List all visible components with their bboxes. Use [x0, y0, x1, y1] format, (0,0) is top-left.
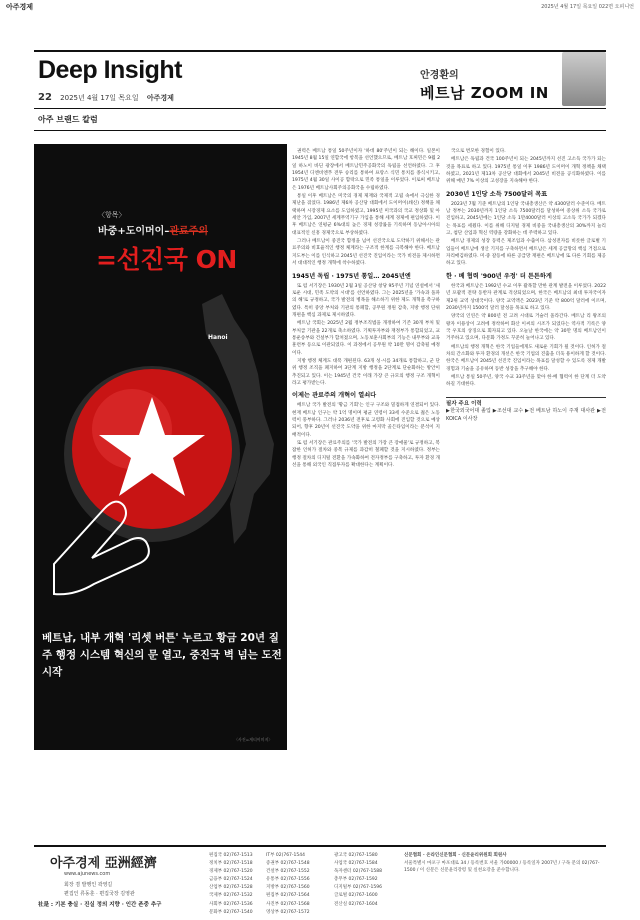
top-edition: 2025년 4월 17일 목요일 022면 오피니언 [541, 4, 634, 10]
author-photo [562, 52, 606, 106]
footer-person: 회장 겸 발행인 곽영길 [64, 882, 113, 888]
desk-phone: 국제부 02)767-1532 [209, 893, 253, 899]
footer-info [404, 852, 604, 875]
desk-phone: 증권부 02)767-1548 [266, 861, 310, 867]
desk-phone: 정치부 02)767-1518 [209, 861, 253, 867]
paragraph: 한국과 베트남은 1992년 수교 이후 괄목할 만한 관계 발전을 이루었다. 2022년 포괄적 전략 동반자 관계로 격상되었으며, 한국은 베트남의 최대 투자국이자 제2위 교역 상대국이다. 양국 교역액은 2023년 기준 약 800억 달러에 이르며, 2030년까지 1500억 달러 달성을 목표로 하고 있다. [446, 283, 606, 311]
footer-address: 서울특별시 마포구 마포대로 34 / 등록번호 서울 가00000 / 등록일자 2007년 / 구독 문의 02)767-1500 / 이 신문은 신문윤리강령 및 실천요강을 준수합니다. [404, 860, 600, 873]
map-label-hanoi: Hanoi [208, 334, 228, 341]
desk-phone: 사진부 02)767-1568 [266, 901, 310, 907]
paragraph: 베트남 국가 발전의 '황금 기회'는 인구 구조와 밀접하게 연결되어 있다. 현재 베트남 인구는 약 1억 명이며 평균 연령이 33세 수준으로 젊은 노동력이 풍부하다. 그러나 2036년 전후로 고령화 사회에 진입할 것으로 예상되어, 향후 20년이 선진국 도약을 위한 마지막 골든타임이라는 분석이 지배적이다. [292, 403, 440, 438]
art-subhead-text: 바중+도이머이– [98, 226, 170, 237]
bio-text: ▶한국외국어대 졸업 ▶조선대 교수 ▶전 베트남 하노이 주재 대사관 ▶전 KOICA 이사장 [446, 408, 606, 422]
footer-desks-c [334, 852, 382, 909]
footer-rule [34, 845, 606, 847]
section-heading: 2030년 1인당 소득 7500달러 목표 [446, 190, 548, 198]
brand-label: 아주 브랜드 칼럼 [38, 115, 98, 124]
desk-phone: 산업부 02)767-1528 [209, 885, 253, 891]
bio-label: 필자 주요 이력 [446, 400, 482, 407]
page-number: 22 [38, 92, 52, 103]
desk-phone: IT부 02)767-1544 [266, 853, 305, 858]
paragraph: 권력은 베트남 통일 50주년이자 '하데 80'주년이 되는 해이다. 일본이 1945년 8월 15일 연합국에 항복을 선언했으므로, 베트남 호찌민은 9월 2일 하노이 바딘 광장에서 베트남민주공화국의 독립을 선언하였다. 그 후 1954년 디엔비엔푸 전투 승리를 통하여 프랑스 식민 통치를 종식시키고, 1975년 4월 30일 사이공 함락으로 민족 통일을 이루었다. 이로써 베트남은 1976년 베트남사회주의공화국을 수립하였다. [292, 149, 440, 191]
page-topbar [0, 0, 640, 12]
desk-phone: 경제부 02)767-1520 [209, 869, 253, 875]
column-author: 안경환의 [420, 70, 459, 81]
desk-phone: 지방부 02)767-1560 [266, 885, 310, 891]
desk-phone: 영상부 02)767-1572 [266, 909, 310, 915]
footer-desks-a [209, 852, 253, 917]
art-subhead-strike: 관료주의 [169, 226, 208, 237]
red-button-graphic [34, 144, 287, 624]
desk-phone: 사회부 02)767-1536 [209, 901, 253, 907]
paragraph: 양국의 인연은 약 800년 전 고려 시대로 거슬러 올라간다. 베트남 리 왕조의 왕자 이용상이 고려에 정착하여 화산 이씨의 시조가 되었다는 역사적 기록은 양국 우호의 상징으로 회자되고 있다. 오늘날 한국에는 약 30만 명의 베트남인이 거주하고 있으며, 다문화 가정도 꾸준히 늘어나고 있다. [446, 314, 606, 342]
paragraph: 베트남 국회는 2025년 2월 정부조직법을 개정하여 기존 30개 부처 및 부처급 기관을 22개로 축소하였다. 기획투자부와 재정부가 통합되었고, 교통운송부와 건설부가 합쳐졌으며, 노동보훈사회부의 기능은 내무부와 교육훈련부 등으로 이관되었다. 이 과정에서 공무원 약 10만 명이 감축될 예정이다. [292, 321, 440, 356]
desk-phone: 전산실 02)767-1604 [334, 901, 378, 907]
paragraph: 또 럼 서기장은 관료주의를 '국가 발전의 가장 큰 장애물'로 규정하고, 복잡한 인허가 절차와 중복 규제를 과감히 철폐할 것을 지시하였다. 정부는 행정 절차의 디지털 전환을 가속화하여 전자정부를 구축하고, 투자 환경 개선을 통해 외국인 직접투자를 확대한다는 계획이다. [292, 441, 440, 469]
section-heading: 이제는 관료주의 개혁이 열쇠다 [292, 392, 377, 400]
footer-sponsors: 신문협회 · 온라인신문협회 · 신문윤리위원회 회원사 [404, 853, 507, 858]
desk-phone: 디지털부 02)767-1596 [334, 885, 382, 891]
section-title: Deep Insight [38, 56, 183, 84]
footer-person: 편집인 류동훈 · 편집국장 김영관 [64, 891, 135, 897]
paragraph: 국으로 번모한 경험이 있다. [451, 149, 506, 154]
issue-date: 2025년 4월 17일 목요일 [60, 94, 139, 102]
paragraph: 지방 행정 체계도 대폭 개편된다. 63개 성·시를 34개로 통합하고, 군 단위 행정 조직을 폐지하여 3단계 지방 행정을 2단계로 단순화하는 방안이 추진되고 있다. 이는 1945년 건국 이래 가장 큰 규모의 행정 구조 개혁이라고 평가받는다. [292, 358, 440, 386]
desk-phone: 유통부 02)767-1556 [266, 877, 310, 883]
paragraph: 통일 이후 베트남은 미국의 경제 제재와 국제적 고립 속에서 극심한 경제난을 겪었다. 1986년 제6차 공산당 대회에서 도이머이(쇄신) 정책을 채택하며 시장경제 요소를 도입하였고, 1995년 미국과의 국교 정상화 및 아세안 가입, 2007년 세계무역기구 가입을 통해 세계 경제에 편입하였다. 이후 베트남은 연평균 6%대의 높은 경제 성장률을 기록하며 동남아시아의 대표적인 신흥 경제국으로 부상하였다. [292, 194, 440, 236]
body-column-1 [292, 148, 440, 470]
header-rule [34, 108, 606, 109]
footer-motto: 社是 : 기본 충실 · 진실 정의 지향 · 인간 존중 추구 [38, 902, 162, 908]
paragraph: 베트남 통일 50주년, 양국 수교 33주년을 맞아 한·베 협력이 한 단계 더 도약하길 기대한다. [446, 374, 606, 388]
desk-phone: 독자센터 02)767-1588 [334, 869, 382, 875]
paragraph: 베트남은 독립과 건국 100주년이 되는 2045년까지 선진 고소득 국가가 되는 것을 목표로 하고 있다. 1975년 통일 이후 1986년 도이머이 개혁 정책을 채택하였고, 2021년 제13차 공산당 대회에서 2045년 비전을 공식화하였다. 이를 위해 매년 7% 이상의 고성장을 지속해야 한다. [446, 157, 606, 185]
desk-phone: 광고국 02)767-1580 [334, 853, 378, 858]
desk-phone: 편집국 02)767-1513 [209, 853, 253, 858]
top-publication: 아주경제 [6, 3, 34, 11]
footer-url: www.ajunews.com [64, 871, 111, 877]
masthead-footer [34, 848, 606, 920]
body-column-2-text [446, 148, 606, 389]
column-header [34, 52, 606, 106]
issue-publication: 아주경제 [146, 94, 174, 102]
desk-phone: 편집부 02)767-1564 [266, 893, 310, 899]
brand-rule [34, 130, 606, 131]
paragraph: 베트남의 행정 개혁은 한국 기업들에게도 새로운 기회가 될 것이다. 인허가 절차의 간소화와 투자 환경의 개선은 한국 기업의 진출을 더욱 용이하게 할 것이다. 한국은 베트남이 2045년 선진국 진입이라는 목표를 달성할 수 있도록 경제 개발 경험과 기술을 공유하며 동반 성장을 추구해야 한다. [446, 344, 606, 372]
footer-logo: 아주경제 亞洲經濟 [50, 856, 157, 871]
footer-desks-b [266, 852, 310, 917]
desk-phone: 사업국 02)767-1584 [334, 861, 378, 867]
section-heading: 한 · 베 협력 '900년 우정' 더 튼튼하게 [446, 272, 552, 280]
body-column-2 [446, 148, 606, 423]
footer-people [64, 881, 135, 899]
column-title: 베트남 ZOOM IN [420, 84, 549, 102]
photo-credit: 〈사진=게티이미지〉 [234, 737, 273, 742]
desk-phone: 문화부 02)767-1540 [209, 909, 253, 915]
paragraph: 2023년 7월 기준 베트남의 1인당 국내총생산은 약 4300달러 수준이다. 베트남 정부는 2030년까지 1인당 소득 7500달러를 달성하여 중상위 소득 국가로 진입하고, 2045년에는 1인당 소득 1만4000달러 이상의 고소득 국가가 되겠다는 목표를 세웠다. 이를 위해 디지털 경제 비중을 국내총생산의 30%까지 늘리고, 첨단 산업과 혁신 역량을 강화하는 데 주력하고 있다. [446, 201, 606, 237]
desk-phone: 글로벌 02)767-1600 [334, 893, 378, 899]
desk-phone: 총무부 02)767-1592 [334, 877, 378, 883]
column-illustration [34, 144, 287, 750]
paragraph: 베트남 경제의 성장 동력은 제조업과 수출이다. 삼성전자를 비롯한 글로벌 기업들이 베트남에 생산 기지를 구축하면서 베트남은 세계 공급망의 핵심 거점으로 자리매김하였다. 미·중 갈등에 따른 공급망 재편은 베트남에 또 다른 기회를 제공하고 있다. [446, 239, 606, 267]
paragraph: 그러나 베트남이 중진국 함정을 넘어 선진국으로 도약하기 위해서는 관료주의와 비효율적인 행정 체계라는 구조적 한계를 극복해야 한다. 베트남 지도부는 이를 인식하고 2045년 선진국 진입이라는 국가 비전을 제시하면서 대대적인 행정 개혁에 착수하였다. [292, 239, 440, 267]
desk-phone: 건설부 02)767-1552 [266, 869, 310, 875]
issue-line [38, 92, 174, 103]
art-kicker: 〈항목〉 [98, 211, 126, 219]
paragraph: 또 럼 서기장은 1930년 2월 3일 공산당 창당 95주년 기념 연설에서 '새로운 시대, 민족 도약의 시대'를 선언하였다. 그는 2025년을 '가속과 돌파의 해'로 규정하고, 국가 발전의 병목을 해소하기 위한 제도 개혁을 촉구하였다. 특히 중앙 부처와 기관의 통폐합, 공무원 정원 감축, 지방 행정 단위 개편을 핵심 과제로 제시하였다. [292, 283, 440, 318]
desk-phone: 금융부 02)767-1524 [209, 877, 253, 883]
art-headline: =선진국 ON [96, 245, 237, 274]
author-bio [446, 397, 606, 424]
section-heading: 1945년 독립 · 1975년 통일… 2045년엔 [292, 272, 411, 280]
illustration-caption: 베트남, 내부 개혁 '리셋 버튼' 누르고 황금 20년 질주 행정 시스템 혁신의 문 열고, 중진국 벽 넘는 도전 시작 [42, 632, 282, 678]
